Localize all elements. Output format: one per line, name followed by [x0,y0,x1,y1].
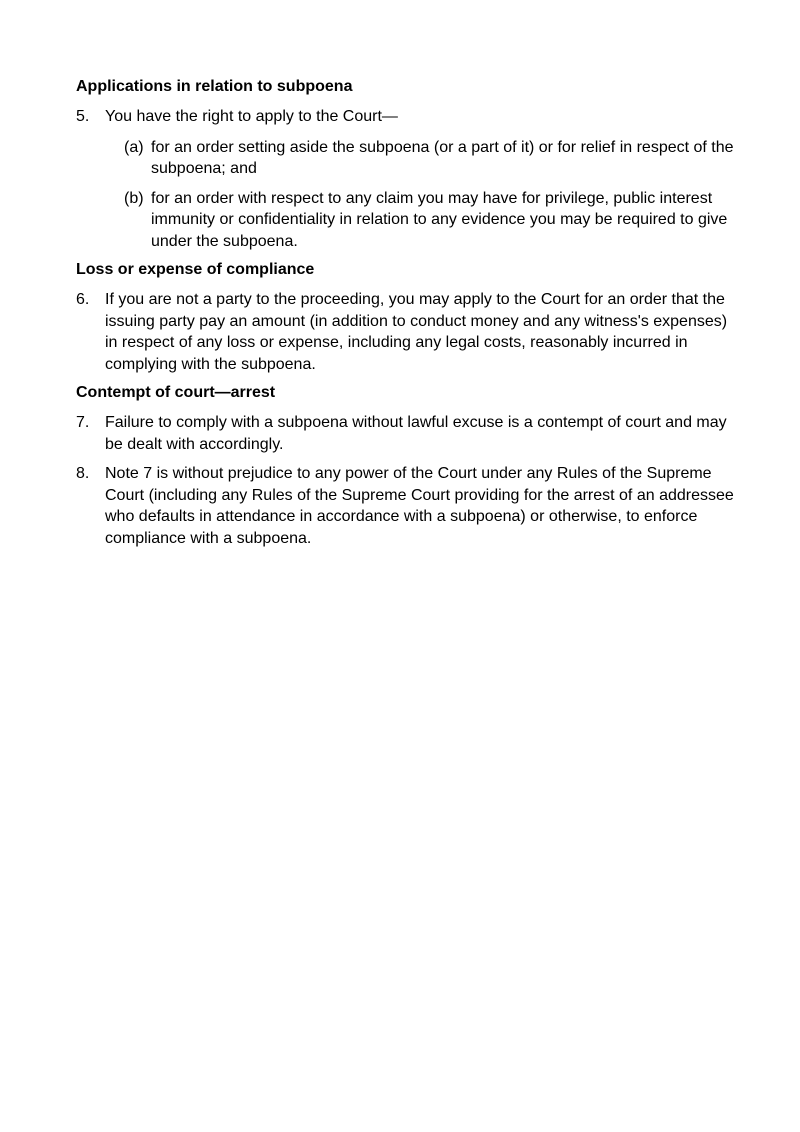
section-heading-applications: Applications in relation to subpoena [76,78,353,95]
section-heading-loss-expense: Loss or expense of compliance [76,261,315,278]
item-label: (a) [124,138,144,156]
section-heading-contempt: Contempt of court—arrest [76,384,276,401]
note-text: Note 7 is without prejudice to any power of the Court under any Rules of the Supreme Court (including any Rules of the Supreme Court providing for the arrest of an addressee who defaults in attendance in accordance with a subpoena) or otherwise, to enforce compliance with a subpoena. [105,465,734,547]
note-number: 5. [76,108,90,125]
note-number: 7. [76,414,90,431]
note-6 [76,289,736,375]
note-text: You have the right to apply to the Court— [105,108,398,125]
note-text: Failure to comply with a subpoena without lawful excuse is a contempt of court and may be dealt with accordingly. [105,414,727,453]
note-number: 6. [76,291,90,308]
note-8 [76,463,736,549]
note-7 [76,412,736,455]
note-number: 8. [76,465,90,482]
note-5-item-b [76,188,736,253]
document-page [76,76,736,549]
note-5 [76,106,736,128]
item-text: for an order with respect to any claim you may have for privilege, public interest immunity or confidentiality in relation to any evidence you may be required to give under the subpoena. [151,189,728,250]
item-label: (b) [124,189,144,207]
item-text: for an order setting aside the subpoena (or a part of it) or for relief in respect of the subpoena; and [151,138,734,177]
note-text: If you are not a party to the proceeding, you may apply to the Court for an order that the issuing party pay an amount (in addition to conduct money and any witness's expenses) in respect of any loss or expense, including any legal costs, reasonably incurred in complying with the subpoena. [105,291,728,373]
note-5-item-a [76,137,736,180]
